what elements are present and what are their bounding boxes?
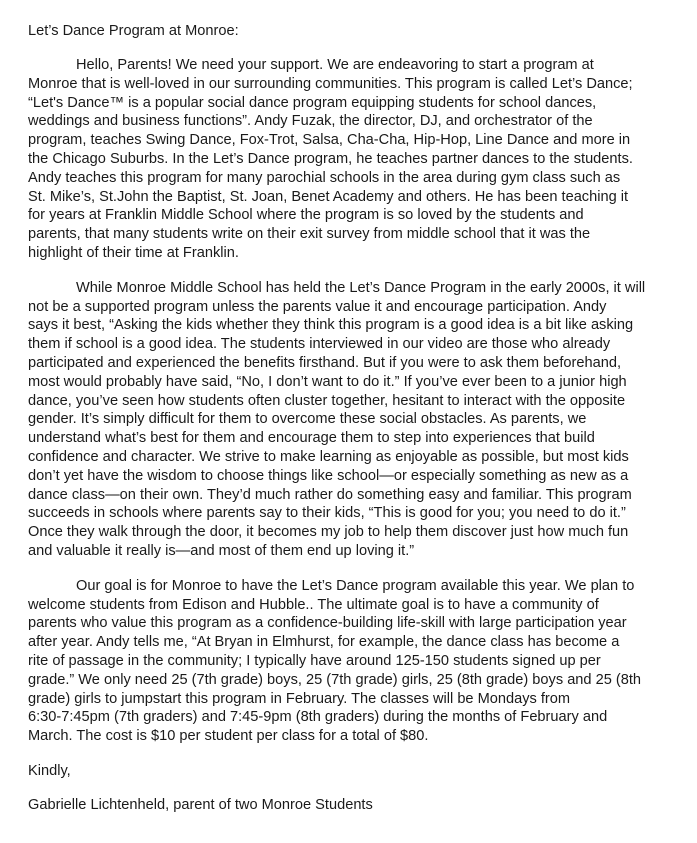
text-line: March. The cost is $10 per student per class for a total of $80.: [28, 728, 429, 745]
text-line: parents, that many students write on their exit survey from middle school that it was the: [28, 226, 591, 243]
text-line: program, teaches Swing Dance, Fox-Trot, Salsa, Cha-Cha, Hip-Hop, Line Dance and more in: [28, 132, 631, 149]
text-line: St. Mike’s, St.John the Baptist, St. Joan, Benet Academy and others. He has been teaching it: [28, 188, 629, 205]
text-line: dance class—on their own. They’d much rather do something easy and familiar. This program: [28, 486, 632, 503]
text-line: confidence and character. We strive to make learning as enjoyable as possible, but most kids: [28, 448, 629, 465]
document-title: Let’s Dance Program at Monroe:: [28, 23, 239, 39]
paragraph-andy-quote: [28, 279, 668, 561]
text-line: While Monroe Middle School has held the Let’s Dance Program in the early 2000s, it will: [76, 279, 646, 296]
text-line: and valuable it really is—and most of them end up loving it.”: [28, 542, 415, 559]
text-line: the Chicago Suburbs. In the Let’s Dance program, he teaches partner dances to the students.: [28, 150, 633, 167]
text-line: participated and experienced the benefits firsthand. But if you were to ask them beforehand,: [28, 354, 622, 371]
text-line: grade.” We only need 25 (7th grade) boys, 25 (7th grade) girls, 25 (8th grade) boys and 25 (8th: [28, 671, 642, 688]
paragraph-introduction: [28, 56, 668, 263]
text-line: Once they walk through the door, it becomes my job to help them discover just how much fun: [28, 524, 629, 541]
text-line: “Let's Dance™ is a popular social dance program equipping students for school dances,: [28, 94, 597, 111]
text-line: grade) girls to jumpstart this program in February. The classes will be Mondays from: [28, 690, 571, 707]
text-line: says it best, “Asking the kids whether they think this program is a good idea is a bit like asking: [28, 317, 634, 334]
text-line: rite of passage in the community; I typically have around 125-150 students signed up per: [28, 652, 601, 669]
text-line: Andy teaches this program for many parochial schools in the area during gym class such as: [28, 169, 621, 186]
text-line: Monroe that is well-loved in our surrounding communities. This program is called Let’s Dance;: [28, 75, 633, 92]
letter-document: [28, 22, 668, 830]
text-line: for years at Franklin Middle School where the program is so loved by the students and: [28, 207, 584, 224]
text-line: dance, you’ve seen how students often cluster together, hesitant to interact with the opposite: [28, 392, 626, 409]
text-line: not be a supported program unless the parents value it and encourage participation. Andy: [28, 298, 607, 315]
text-line: most would probably have said, “No, I don’t want to do it.” If you’ve ever been to a junior high: [28, 373, 627, 390]
text-line: weddings and business functions”. Andy Fuzak, the director, DJ, and orchestrator of the: [28, 113, 593, 130]
text-line: succeeds in schools where parents say to their kids, “This is good for you; you need to do it.”: [28, 505, 626, 522]
text-line: 6:30-7:45pm (7th graders) and 7:45-9pm (8th graders) during the months of February and: [28, 709, 608, 726]
text-line: welcome students from Edison and Hubble.. The ultimate goal is to have a community of: [28, 596, 599, 613]
paragraph-goal: [28, 577, 668, 746]
closing-salutation: Kindly,: [28, 762, 71, 779]
text-line: Hello, Parents! We need your support. We are endeavoring to start a program at: [76, 57, 594, 73]
text-line: Our goal is for Monroe to have the Let’s Dance program available this year. We plan to: [76, 577, 635, 594]
text-line: after year. Andy tells me, “At Bryan in Elmhurst, for example, the dance class has become a: [28, 634, 620, 651]
text-line: don’t yet have the wisdom to choose things like school—or especially something as new as a: [28, 467, 629, 484]
text-line: parents who value this program as a confidence-building life-skill with large participation year: [28, 615, 627, 632]
text-line: them if school is a good idea. The students interviewed in our video are those who already: [28, 336, 611, 353]
text-line: highlight of their time at Franklin.: [28, 244, 239, 261]
text-line: gender. It’s simply difficult for them to overcome these social obstacles. As parents, we: [28, 411, 587, 428]
signature: Gabrielle Lichtenheld, parent of two Monroe Students: [28, 796, 373, 813]
text-line: understand what’s best for them and encourage them to step into experiences that build: [28, 430, 595, 447]
